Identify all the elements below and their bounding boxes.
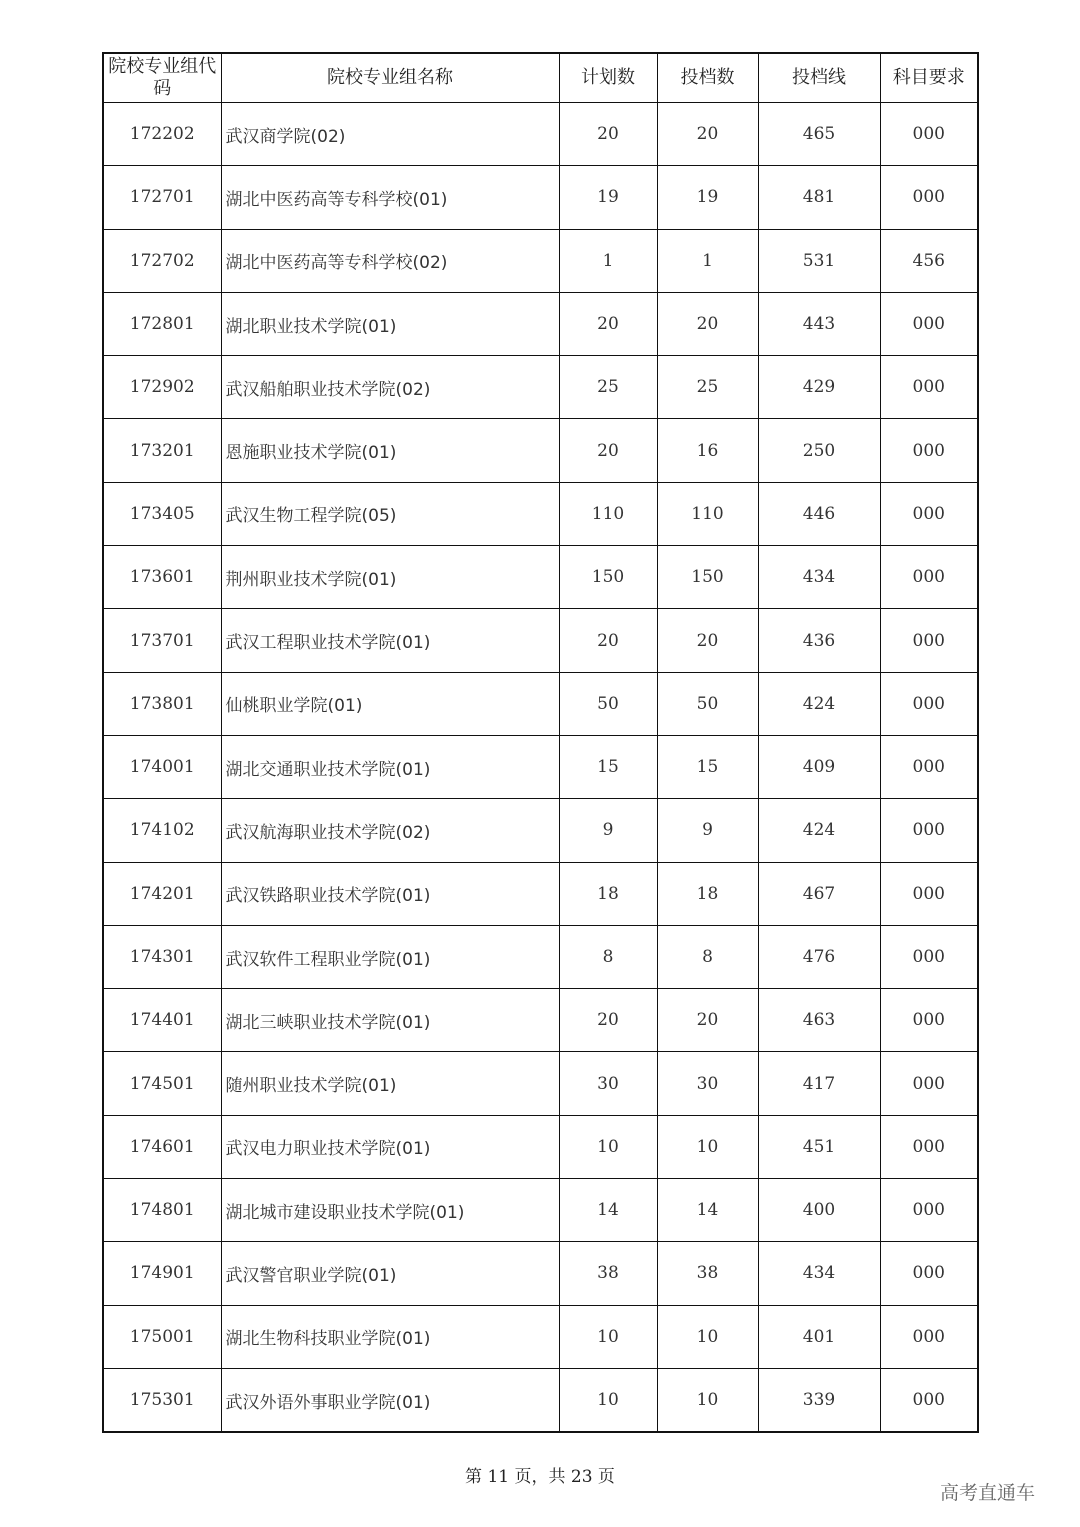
cell-plan: 20 — [559, 989, 657, 1052]
cell-cutoff: 465 — [758, 103, 880, 166]
cell-admitted: 50 — [657, 672, 758, 735]
cell-code: 174401 — [103, 989, 221, 1052]
cell-name: 恩施职业技术学院(01) — [221, 419, 559, 482]
table-row — [103, 166, 978, 229]
cell-cutoff: 429 — [758, 356, 880, 419]
table-row — [103, 292, 978, 355]
cell-plan: 10 — [559, 1115, 657, 1178]
cell-plan: 20 — [559, 103, 657, 166]
cell-cutoff: 446 — [758, 482, 880, 545]
cell-subject: 000 — [880, 1368, 978, 1432]
cell-plan: 19 — [559, 166, 657, 229]
table-row — [103, 1052, 978, 1115]
cell-admitted: 16 — [657, 419, 758, 482]
cell-cutoff: 463 — [758, 989, 880, 1052]
cell-plan: 8 — [559, 925, 657, 988]
cell-admitted: 1 — [657, 229, 758, 292]
cell-admitted: 20 — [657, 609, 758, 672]
cell-subject: 000 — [880, 735, 978, 798]
cell-cutoff: 467 — [758, 862, 880, 925]
cell-code: 175001 — [103, 1305, 221, 1368]
cell-admitted: 20 — [657, 292, 758, 355]
cell-name: 仙桃职业学院(01) — [221, 672, 559, 735]
table-row — [103, 103, 978, 166]
cell-name: 湖北中医药高等专科学校(01) — [221, 166, 559, 229]
cell-code: 172202 — [103, 103, 221, 166]
cell-subject: 000 — [880, 356, 978, 419]
cell-plan: 15 — [559, 735, 657, 798]
cell-subject: 000 — [880, 1242, 978, 1305]
cell-admitted: 9 — [657, 799, 758, 862]
cell-cutoff: 339 — [758, 1368, 880, 1432]
cell-subject: 000 — [880, 103, 978, 166]
table-row — [103, 482, 978, 545]
cell-code: 174901 — [103, 1242, 221, 1305]
cell-plan: 1 — [559, 229, 657, 292]
cell-cutoff: 451 — [758, 1115, 880, 1178]
cell-subject: 000 — [880, 419, 978, 482]
cell-subject: 000 — [880, 1179, 978, 1242]
table-row — [103, 989, 978, 1052]
cell-plan: 10 — [559, 1368, 657, 1432]
cell-subject: 000 — [880, 799, 978, 862]
cell-subject: 000 — [880, 482, 978, 545]
cell-code: 173801 — [103, 672, 221, 735]
cell-cutoff: 424 — [758, 799, 880, 862]
table-row — [103, 546, 978, 609]
cell-code: 174201 — [103, 862, 221, 925]
cell-plan: 20 — [559, 609, 657, 672]
table-row — [103, 1115, 978, 1178]
cell-code: 173701 — [103, 609, 221, 672]
page-indicator — [0, 1462, 1080, 1487]
cell-cutoff: 476 — [758, 925, 880, 988]
cell-code: 174801 — [103, 1179, 221, 1242]
cell-name: 湖北城市建设职业技术学院(01) — [221, 1179, 559, 1242]
cell-admitted: 10 — [657, 1115, 758, 1178]
admission-table — [102, 52, 979, 1433]
cell-plan: 110 — [559, 482, 657, 545]
cell-code: 172801 — [103, 292, 221, 355]
cell-subject: 000 — [880, 1305, 978, 1368]
cell-cutoff: 401 — [758, 1305, 880, 1368]
cell-plan: 20 — [559, 419, 657, 482]
cell-plan: 50 — [559, 672, 657, 735]
cell-name: 武汉电力职业技术学院(01) — [221, 1115, 559, 1178]
cell-subject: 000 — [880, 925, 978, 988]
cell-plan: 10 — [559, 1305, 657, 1368]
table-row — [103, 609, 978, 672]
header-subject: 科目要求 — [880, 53, 978, 103]
cell-subject: 000 — [880, 166, 978, 229]
cell-name: 武汉外语外事职业学院(01) — [221, 1368, 559, 1432]
header-plan: 计划数 — [559, 53, 657, 103]
header-cutoff: 投档线 — [758, 53, 880, 103]
cell-name: 武汉工程职业技术学院(01) — [221, 609, 559, 672]
cell-admitted: 30 — [657, 1052, 758, 1115]
cell-subject: 456 — [880, 229, 978, 292]
table-row — [103, 925, 978, 988]
cell-cutoff: 424 — [758, 672, 880, 735]
header-row — [103, 53, 978, 103]
cell-plan: 9 — [559, 799, 657, 862]
cell-subject: 000 — [880, 862, 978, 925]
cell-admitted: 15 — [657, 735, 758, 798]
cell-plan: 150 — [559, 546, 657, 609]
cell-cutoff: 417 — [758, 1052, 880, 1115]
table-row — [103, 799, 978, 862]
cell-code: 173601 — [103, 546, 221, 609]
cell-name: 湖北职业技术学院(01) — [221, 292, 559, 355]
header-code: 院校专业组代码 — [103, 53, 221, 103]
watermark: 高考直通车 — [940, 1482, 1036, 1504]
cell-subject: 000 — [880, 1052, 978, 1115]
cell-subject: 000 — [880, 546, 978, 609]
cell-plan: 38 — [559, 1242, 657, 1305]
cell-plan: 30 — [559, 1052, 657, 1115]
cell-plan: 14 — [559, 1179, 657, 1242]
table-row — [103, 735, 978, 798]
cell-name: 武汉软件工程职业学院(01) — [221, 925, 559, 988]
cell-name: 湖北生物科技职业学院(01) — [221, 1305, 559, 1368]
cell-admitted: 20 — [657, 989, 758, 1052]
page-indicator-text: 第 11 页，共 23 页 — [465, 1467, 615, 1487]
cell-cutoff: 434 — [758, 546, 880, 609]
cell-cutoff: 436 — [758, 609, 880, 672]
cell-admitted: 14 — [657, 1179, 758, 1242]
table-row — [103, 862, 978, 925]
cell-cutoff: 481 — [758, 166, 880, 229]
cell-code: 173405 — [103, 482, 221, 545]
cell-subject: 000 — [880, 989, 978, 1052]
table-row — [103, 1305, 978, 1368]
cell-plan: 20 — [559, 292, 657, 355]
table-row — [103, 419, 978, 482]
cell-cutoff: 434 — [758, 1242, 880, 1305]
cell-cutoff: 531 — [758, 229, 880, 292]
cell-code: 172701 — [103, 166, 221, 229]
cell-code: 175301 — [103, 1368, 221, 1432]
table-row — [103, 1368, 978, 1432]
cell-code: 172902 — [103, 356, 221, 419]
cell-name: 武汉船舶职业技术学院(02) — [221, 356, 559, 419]
cell-name: 武汉航海职业技术学院(02) — [221, 799, 559, 862]
table-row — [103, 672, 978, 735]
cell-cutoff: 250 — [758, 419, 880, 482]
cell-admitted: 18 — [657, 862, 758, 925]
cell-name: 武汉生物工程学院(05) — [221, 482, 559, 545]
table-row — [103, 1179, 978, 1242]
cell-code: 174501 — [103, 1052, 221, 1115]
cell-name: 随州职业技术学院(01) — [221, 1052, 559, 1115]
cell-admitted: 25 — [657, 356, 758, 419]
cell-admitted: 10 — [657, 1305, 758, 1368]
cell-name: 武汉铁路职业技术学院(01) — [221, 862, 559, 925]
cell-name: 武汉商学院(02) — [221, 103, 559, 166]
table-row — [103, 1242, 978, 1305]
header-admitted: 投档数 — [657, 53, 758, 103]
table-row — [103, 356, 978, 419]
cell-cutoff: 443 — [758, 292, 880, 355]
cell-admitted: 38 — [657, 1242, 758, 1305]
cell-name: 荆州职业技术学院(01) — [221, 546, 559, 609]
cell-subject: 000 — [880, 1115, 978, 1178]
cell-cutoff: 400 — [758, 1179, 880, 1242]
cell-plan: 25 — [559, 356, 657, 419]
cell-code: 174301 — [103, 925, 221, 988]
cell-cutoff: 409 — [758, 735, 880, 798]
cell-admitted: 8 — [657, 925, 758, 988]
cell-admitted: 150 — [657, 546, 758, 609]
cell-admitted: 10 — [657, 1368, 758, 1432]
cell-admitted: 20 — [657, 103, 758, 166]
cell-code: 173201 — [103, 419, 221, 482]
cell-subject: 000 — [880, 292, 978, 355]
header-name: 院校专业组名称 — [221, 53, 559, 103]
cell-name: 武汉警官职业学院(01) — [221, 1242, 559, 1305]
cell-name: 湖北交通职业技术学院(01) — [221, 735, 559, 798]
cell-code: 174102 — [103, 799, 221, 862]
cell-name: 湖北三峡职业技术学院(01) — [221, 989, 559, 1052]
cell-subject: 000 — [880, 672, 978, 735]
cell-name: 湖北中医药高等专科学校(02) — [221, 229, 559, 292]
table-row — [103, 229, 978, 292]
cell-admitted: 110 — [657, 482, 758, 545]
cell-code: 174001 — [103, 735, 221, 798]
cell-subject: 000 — [880, 609, 978, 672]
cell-plan: 18 — [559, 862, 657, 925]
cell-code: 172702 — [103, 229, 221, 292]
cell-code: 174601 — [103, 1115, 221, 1178]
cell-admitted: 19 — [657, 166, 758, 229]
